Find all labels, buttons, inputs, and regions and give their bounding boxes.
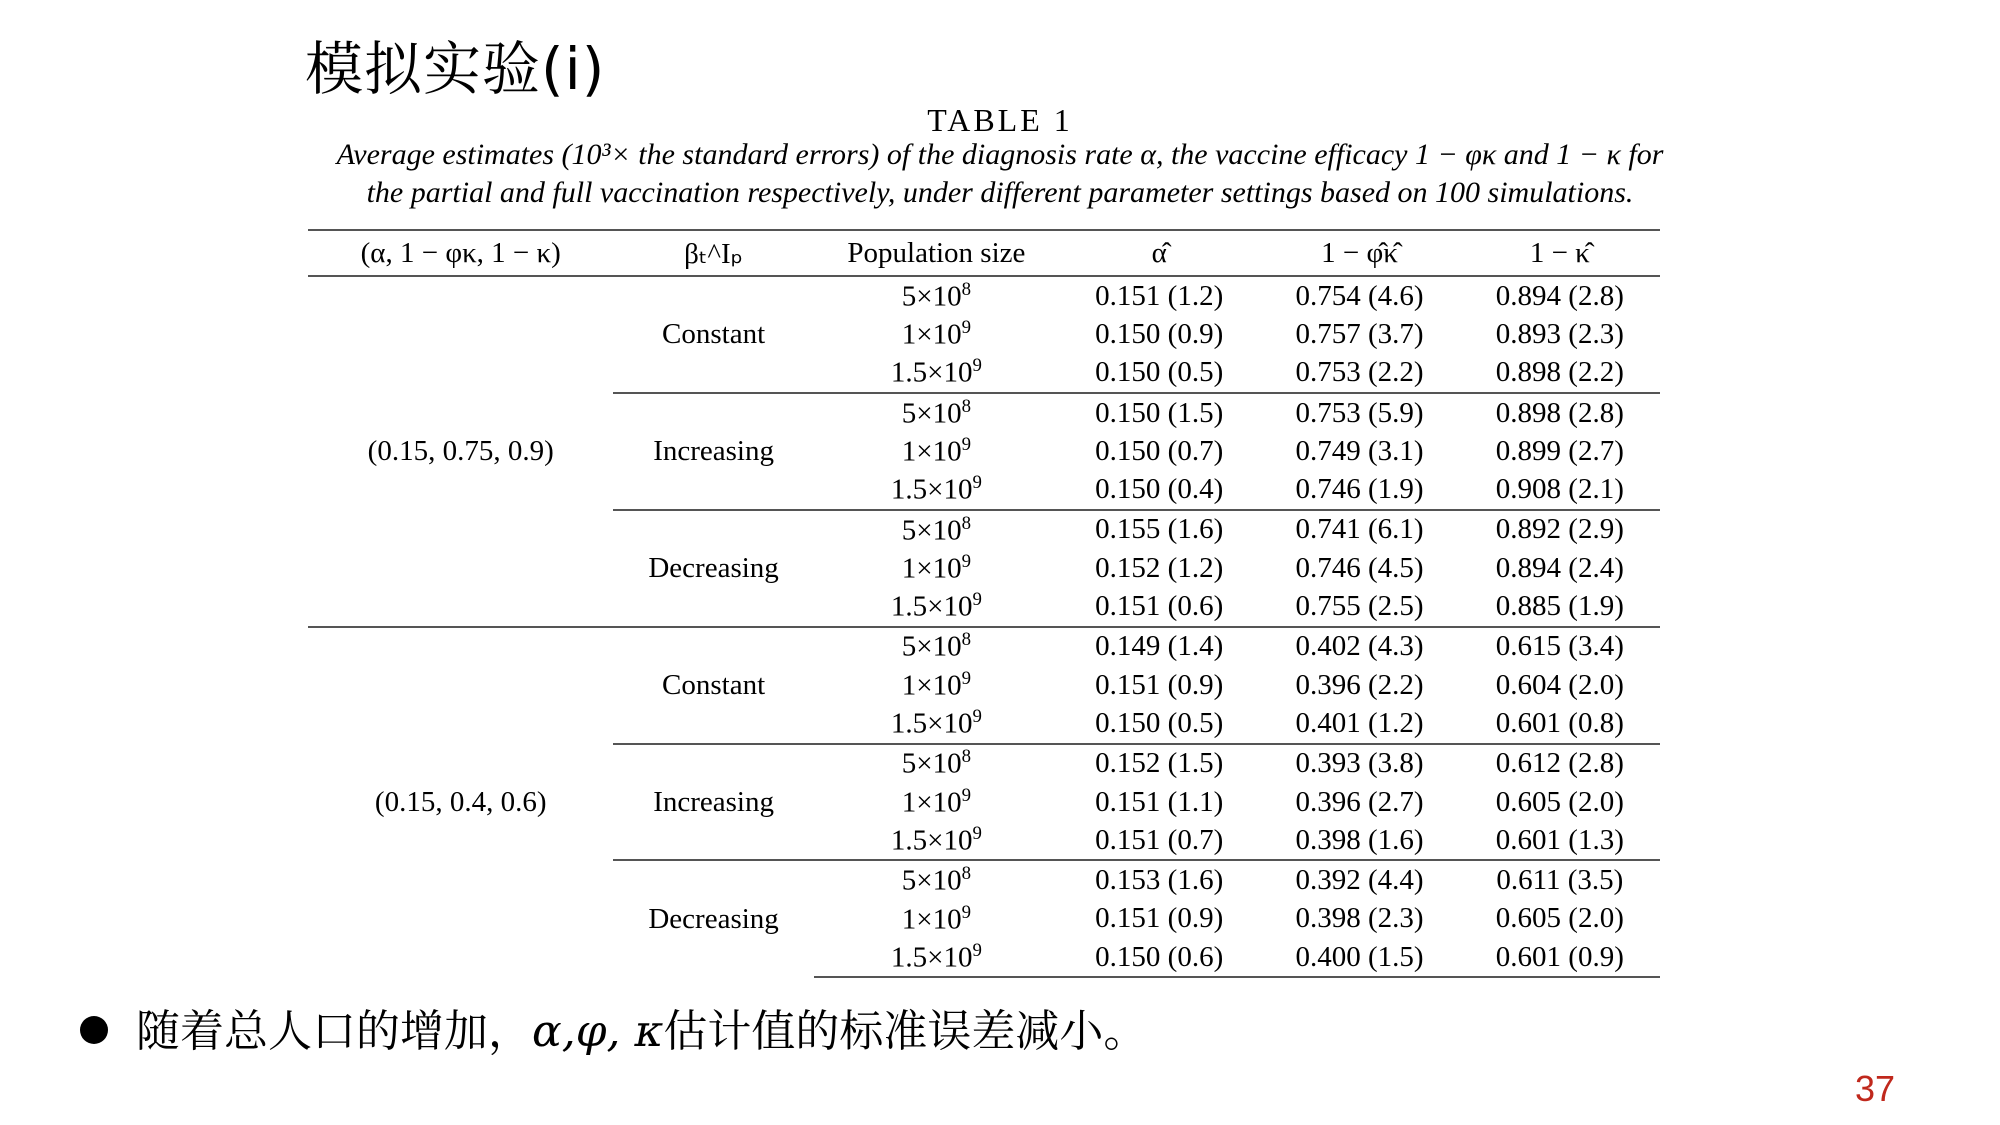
- alpha-estimate-cell: 0.155 (1.6): [1059, 510, 1259, 549]
- population-base: 1.5×10: [890, 824, 973, 857]
- phi-kappa-estimate-cell: 0.396 (2.2): [1295, 668, 1424, 701]
- kappa-estimate-cell: 0.601 (1.3): [1495, 823, 1624, 856]
- conclusion-bullet: [80, 995, 1147, 1059]
- population-exponent: 9: [961, 667, 972, 689]
- population-exponent: 9: [972, 355, 982, 377]
- population-cell: [814, 470, 1059, 509]
- phi-kappa-estimate-cell: 0.396 (2.7): [1295, 785, 1424, 818]
- kappa-estimate-cell: 0.615 (3.4): [1460, 627, 1660, 666]
- population-base: 1.5×10: [890, 357, 973, 390]
- kappa-estimate-cell: 0.908 (2.1): [1495, 473, 1624, 506]
- phi-kappa-estimate-cell: 0.746 (4.5): [1295, 551, 1424, 584]
- table-row: [308, 627, 1660, 666]
- phi-kappa-estimate-cell: 0.741 (6.1): [1259, 510, 1459, 549]
- alpha-estimate-cell: 0.150 (0.9): [1095, 317, 1224, 350]
- population-cell: [814, 783, 1059, 821]
- params-cell: (0.15, 0.4, 0.6): [308, 627, 613, 978]
- population-cell: [814, 315, 1059, 353]
- phi-kappa-estimate-cell: 0.400 (1.5): [1259, 938, 1459, 977]
- population-cell: [814, 744, 1059, 783]
- population-exponent: 9: [972, 822, 982, 844]
- population-exponent: 8: [961, 746, 972, 768]
- population-exponent: 8: [961, 629, 972, 651]
- table-row: [308, 276, 1660, 315]
- population-base: 1×10: [901, 435, 962, 468]
- alpha-estimate-cell: 0.151 (1.1): [1095, 785, 1224, 818]
- phi-kappa-estimate-cell: 0.746 (1.9): [1295, 473, 1424, 506]
- population-cell: [814, 354, 1059, 393]
- population-exponent: 9: [972, 472, 982, 494]
- population-cell: [814, 821, 1059, 860]
- population-exponent: 8: [961, 512, 972, 534]
- page-number: 37: [1855, 1068, 1896, 1109]
- alpha-estimate-cell: 0.151 (1.2): [1059, 276, 1259, 315]
- population-base: 1.5×10: [890, 473, 973, 506]
- population-base: 1.5×10: [890, 707, 973, 740]
- alpha-estimate-cell: 0.149 (1.4): [1059, 627, 1259, 666]
- population-base: 1×10: [901, 318, 962, 351]
- trend-cell: Constant: [613, 276, 813, 393]
- phi-kappa-estimate-cell: 0.398 (1.6): [1295, 823, 1424, 856]
- population-exponent: 9: [972, 939, 982, 961]
- population-cell: [814, 549, 1059, 587]
- phi-kappa-estimate-cell: 0.393 (3.8): [1259, 744, 1459, 783]
- phi-kappa-estimate-cell: 0.757 (3.7): [1295, 317, 1424, 350]
- phi-kappa-estimate-cell: 0.401 (1.2): [1295, 706, 1424, 739]
- header-population: Population size: [814, 230, 1059, 276]
- header-kappa-hat: 1 − κ̂: [1460, 230, 1660, 276]
- kappa-estimate-cell: 0.601 (0.9): [1460, 938, 1660, 977]
- kappa-estimate-cell: 0.612 (2.8): [1460, 744, 1660, 783]
- population-base: 1.5×10: [890, 941, 973, 974]
- population-cell: [814, 704, 1059, 743]
- kappa-estimate-cell: 0.605 (2.0): [1495, 902, 1624, 935]
- population-exponent: 9: [961, 784, 972, 806]
- table-caption-line-2: the partial and full vaccination respectively, under different parameter settings based on 100 simulations.: [366, 176, 1634, 209]
- alpha-estimate-cell: 0.153 (1.6): [1059, 860, 1259, 899]
- population-exponent: 8: [961, 863, 972, 885]
- header-beta: βₜ^Iₚ: [613, 230, 813, 276]
- results-table: [308, 229, 1660, 978]
- population-cell: [814, 900, 1059, 938]
- trend-cell: Decreasing: [613, 510, 813, 627]
- kappa-estimate-cell: 0.892 (2.9): [1460, 510, 1660, 549]
- kappa-estimate-cell: 0.894 (2.8): [1460, 276, 1660, 315]
- population-cell: [814, 393, 1059, 432]
- table-header-row: [308, 230, 1660, 276]
- slide-title: 模拟实验(i): [305, 35, 606, 103]
- population-exponent: 9: [961, 317, 972, 339]
- alpha-estimate-cell: 0.150 (0.7): [1095, 434, 1224, 467]
- population-cell: [814, 938, 1059, 977]
- table-caption-line-1: Average estimates (10³× the standard errors) of the diagnosis rate α, the vaccine efficacy 1 − φκ and 1 − κ for: [336, 138, 1664, 171]
- kappa-estimate-cell: 0.605 (2.0): [1495, 785, 1624, 818]
- population-base: 5×10: [901, 280, 962, 313]
- population-exponent: 8: [961, 278, 972, 300]
- population-base: 1.5×10: [890, 590, 973, 623]
- kappa-estimate-cell: 0.899 (2.7): [1495, 434, 1624, 467]
- kappa-estimate-cell: 0.898 (2.8): [1460, 393, 1660, 432]
- population-cell: [814, 666, 1059, 704]
- kappa-estimate-cell: 0.601 (0.8): [1495, 706, 1624, 739]
- alpha-estimate-cell: 0.150 (0.4): [1095, 473, 1224, 506]
- alpha-estimate-cell: 0.150 (1.5): [1059, 393, 1259, 432]
- population-base: 5×10: [901, 631, 962, 664]
- population-exponent: 9: [972, 706, 982, 728]
- bullet-dot-icon: [80, 1016, 108, 1044]
- phi-kappa-estimate-cell: 0.398 (2.3): [1295, 902, 1424, 935]
- header-params: (α, 1 − φκ, 1 − κ): [308, 230, 613, 276]
- alpha-estimate-cell: 0.150 (0.6): [1059, 938, 1259, 977]
- phi-kappa-estimate-cell: 0.753 (5.9): [1259, 393, 1459, 432]
- trend-cell: Increasing: [613, 744, 813, 861]
- population-exponent: 9: [961, 434, 972, 455]
- population-exponent: 9: [961, 550, 972, 572]
- kappa-estimate-cell: 0.611 (3.5): [1460, 860, 1660, 899]
- phi-kappa-estimate-cell: 0.749 (3.1): [1295, 434, 1424, 467]
- kappa-estimate-cell: 0.604 (2.0): [1495, 668, 1624, 701]
- kappa-estimate-cell: 0.898 (2.2): [1495, 356, 1624, 389]
- population-base: 5×10: [901, 748, 962, 781]
- population-base: 1×10: [901, 669, 962, 702]
- phi-kappa-estimate-cell: 0.754 (4.6): [1259, 276, 1459, 315]
- alpha-estimate-cell: 0.150 (0.5): [1095, 706, 1224, 739]
- bullet-text-before: 随着总人口的增加，: [136, 1006, 532, 1057]
- trend-cell: Increasing: [613, 393, 813, 510]
- population-base: 1×10: [901, 903, 962, 936]
- header-phi-kappa-hat: 1 − φ̂κ̂: [1259, 230, 1459, 276]
- table-caption: [100, 136, 1900, 212]
- table-label: TABLE 1: [927, 102, 1073, 138]
- population-base: 5×10: [901, 864, 962, 897]
- alpha-estimate-cell: 0.151 (0.6): [1095, 590, 1224, 623]
- kappa-estimate-cell: 0.885 (1.9): [1495, 590, 1624, 623]
- population-cell: [814, 860, 1059, 899]
- alpha-estimate-cell: 0.151 (0.9): [1095, 902, 1224, 935]
- population-exponent: 8: [961, 395, 972, 417]
- kappa-estimate-cell: 0.894 (2.4): [1495, 551, 1624, 584]
- population-base: 5×10: [901, 514, 962, 547]
- table-body: [308, 276, 1660, 977]
- phi-kappa-estimate-cell: 0.402 (4.3): [1259, 627, 1459, 666]
- population-base: 1×10: [901, 552, 962, 585]
- population-cell: [814, 587, 1059, 626]
- kappa-estimate-cell: 0.893 (2.3): [1495, 317, 1624, 350]
- population-base: 1×10: [901, 786, 962, 819]
- population-exponent: 9: [972, 589, 982, 611]
- alpha-estimate-cell: 0.150 (0.5): [1095, 356, 1224, 389]
- alpha-estimate-cell: 0.152 (1.2): [1095, 551, 1224, 584]
- alpha-estimate-cell: 0.151 (0.7): [1095, 823, 1224, 856]
- params-cell: (0.15, 0.75, 0.9): [308, 276, 613, 627]
- trend-cell: Constant: [613, 627, 813, 744]
- phi-kappa-estimate-cell: 0.755 (2.5): [1295, 590, 1424, 623]
- population-cell: [814, 627, 1059, 666]
- trend-cell: Decreasing: [613, 860, 813, 977]
- alpha-estimate-cell: 0.151 (0.9): [1095, 668, 1224, 701]
- population-cell: [814, 432, 1059, 470]
- population-base: 5×10: [901, 397, 962, 430]
- bullet-math-symbols: α,φ, κ: [532, 1006, 664, 1057]
- population-cell: [814, 510, 1059, 549]
- population-exponent: 9: [961, 901, 972, 923]
- alpha-estimate-cell: 0.152 (1.5): [1059, 744, 1259, 783]
- population-cell: [814, 276, 1059, 315]
- bullet-text-after: 估计值的标准误差减小。: [663, 1006, 1148, 1057]
- phi-kappa-estimate-cell: 0.392 (4.4): [1259, 860, 1459, 899]
- phi-kappa-estimate-cell: 0.753 (2.2): [1295, 356, 1424, 389]
- header-alpha-hat: α̂: [1059, 230, 1259, 276]
